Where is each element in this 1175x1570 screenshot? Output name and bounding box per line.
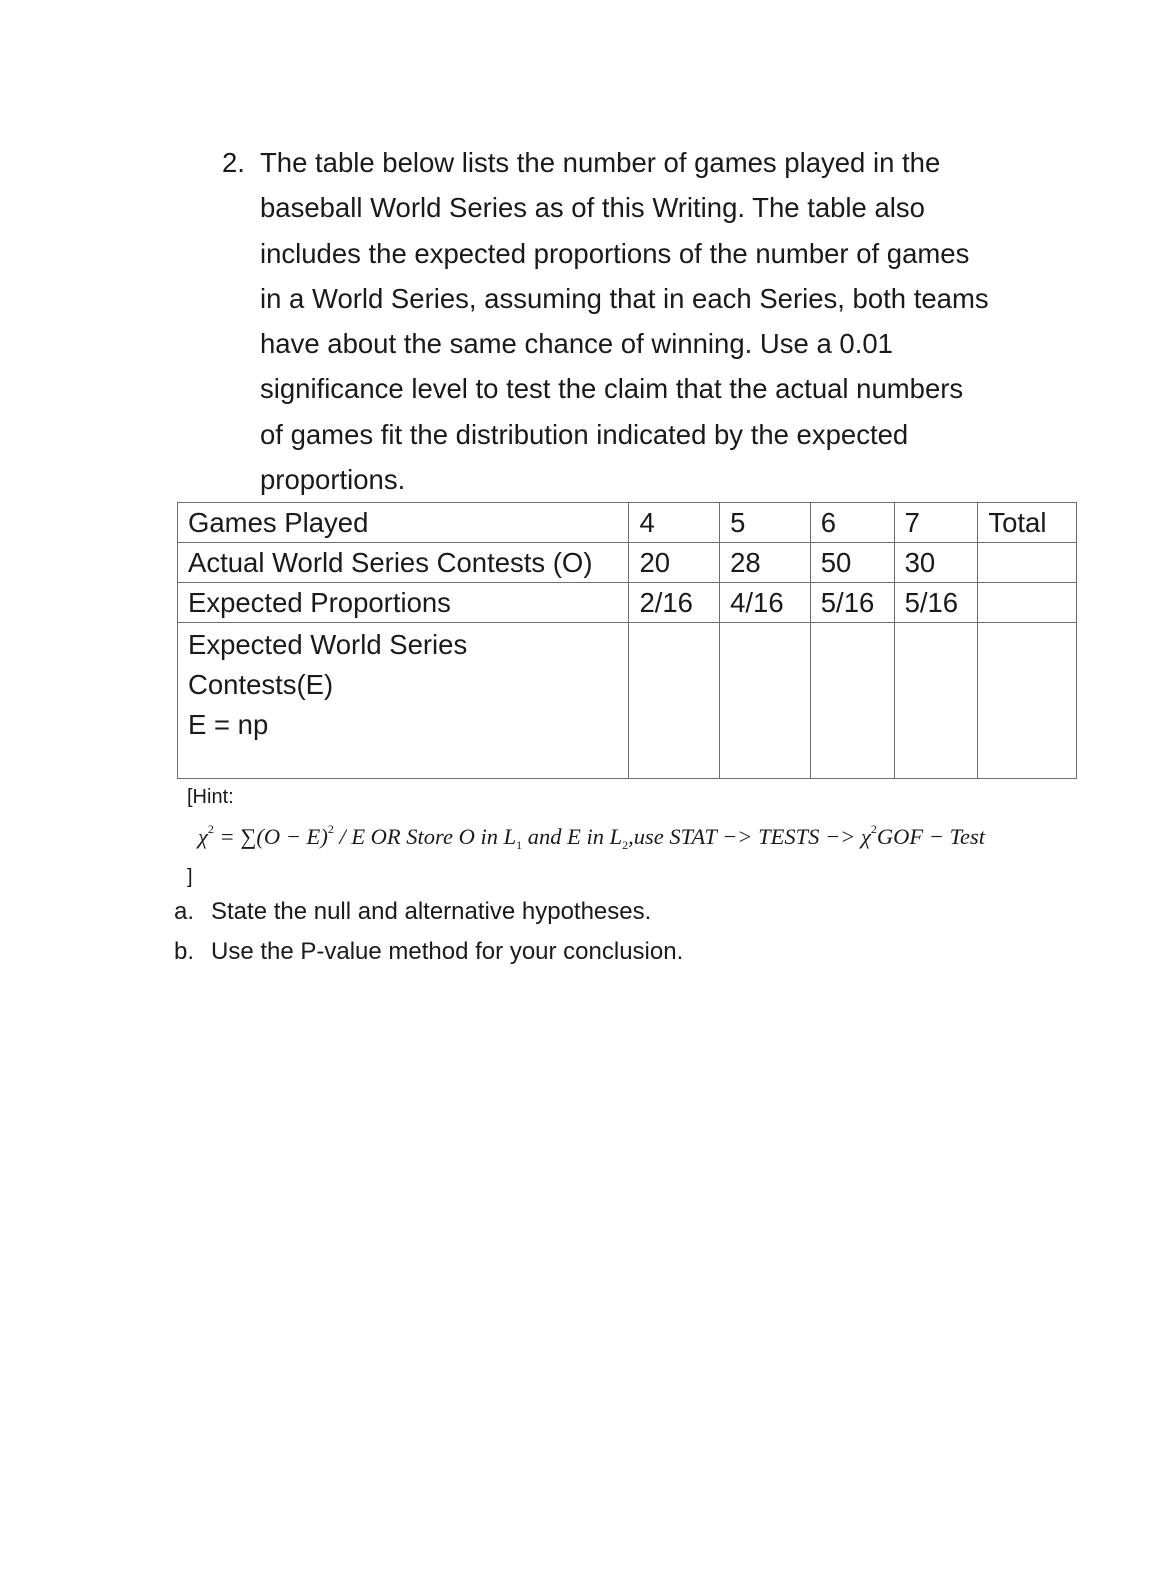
table-cell: 4/16 — [720, 583, 811, 623]
table-cell — [894, 623, 978, 779]
table-cell — [978, 543, 1077, 583]
table-cell: 5 — [720, 503, 811, 543]
part-text: State the null and alternative hypotheses. — [211, 898, 652, 925]
subscript: 1 — [516, 838, 523, 852]
hint-label: [Hint: — [187, 786, 234, 808]
superscript: 2 — [870, 822, 877, 836]
row-label: Games Played — [178, 503, 629, 543]
table-cell — [978, 623, 1077, 779]
part-letter: b. — [174, 938, 195, 965]
table-cell — [978, 583, 1077, 623]
question-text: The table below lists the number of games played in the baseball World Series as of this Writing. The table also includes the expected proportions of the number of games in a World Series, assuming that in each Series, both teams have about the same chance of winning. Use a 0.01 significance level to test the claim that the actual numbers of games fit the distribution indicated by the expected proportions. — [260, 147, 989, 496]
table-row — [178, 623, 1077, 779]
table-cell: 30 — [894, 543, 978, 583]
chi-symbol: χ — [198, 824, 208, 849]
table-cell: 6 — [810, 503, 894, 543]
chi-symbol: χ — [860, 824, 871, 849]
part-letter: a. — [174, 898, 195, 925]
formula-text: = ∑( — [213, 824, 264, 849]
question-block — [222, 140, 1062, 502]
list-item — [174, 892, 683, 932]
table-row — [178, 583, 1077, 623]
superscript: 2 — [327, 822, 334, 836]
hint-formula — [198, 822, 985, 853]
table-cell: 5/16 — [894, 583, 978, 623]
row-label: Expected Proportions — [178, 583, 629, 623]
formula-text: ,use STAT −> TESTS −> — [628, 824, 861, 849]
table-cell: 28 — [720, 543, 811, 583]
world-series-table — [177, 502, 1077, 779]
superscript: 2 — [207, 822, 214, 836]
formula-text: / E OR Store O in L — [333, 824, 517, 849]
table-row — [178, 543, 1077, 583]
formula-text: ) — [320, 824, 328, 849]
table-cell — [629, 623, 720, 779]
formula-text: and E in L — [522, 824, 623, 849]
table-cell: 5/16 — [810, 583, 894, 623]
row-label: Actual World Series Contests (O) — [178, 543, 629, 583]
formula-text: GOF − Test — [876, 824, 986, 849]
table-cell: 20 — [629, 543, 720, 583]
table-cell: 4 — [629, 503, 720, 543]
part-text: Use the P-value method for your conclusion. — [211, 938, 684, 965]
expected-contests-label: Expected World Series Contests(E) E = np — [188, 629, 468, 740]
table-cell: 7 — [894, 503, 978, 543]
question-parts — [174, 892, 683, 972]
table-cell — [810, 623, 894, 779]
table-row — [178, 503, 1077, 543]
table-cell — [720, 623, 811, 779]
formula-text: O − E — [263, 824, 321, 849]
row-label — [178, 623, 629, 779]
hint-close: ] — [187, 866, 193, 888]
table-cell: 2/16 — [629, 583, 720, 623]
table-cell: 50 — [810, 543, 894, 583]
question-number: 2. — [222, 147, 245, 178]
table-cell: Total — [978, 503, 1077, 543]
subscript: 2 — [622, 838, 629, 852]
list-item — [174, 932, 683, 972]
